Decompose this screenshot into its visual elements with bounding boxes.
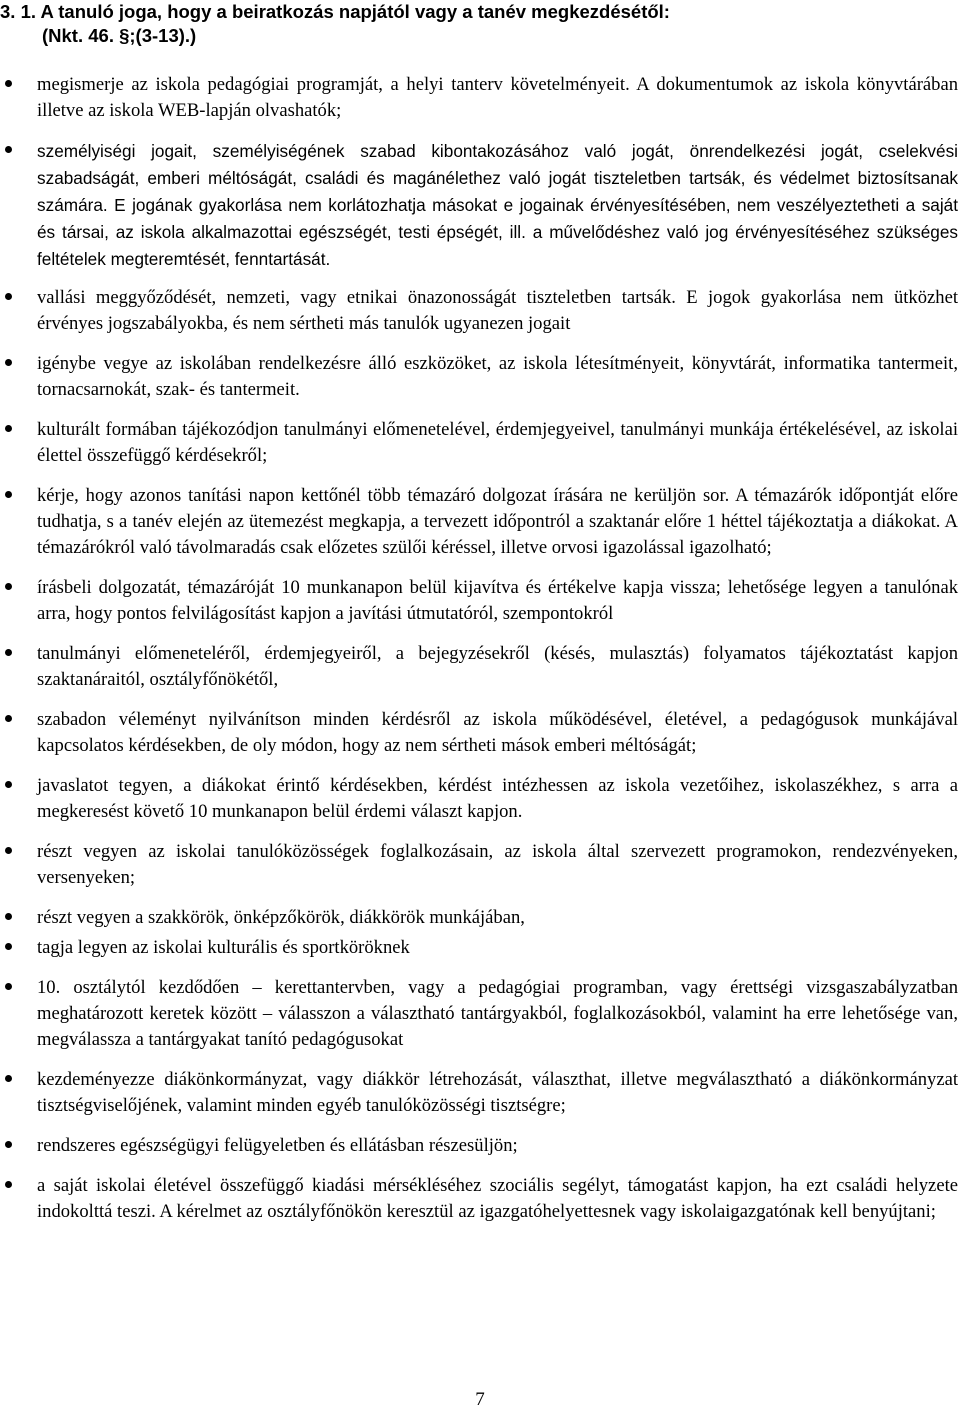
bullet-icon: [1, 72, 15, 98]
list-item-text: kezdeményezze diákönkormányzat, vagy diákkör létrehozását, választhat, illetve megválasztható a diákönkormányzat tisztségviselőjének, valamint minden egyéb tanulóközösségi tisztségre;: [37, 1069, 958, 1116]
list-item-text: személyiségi jogait, személyiségének szabad kibontakozásához való jogát, önrendelkezési jogát, cselekvési szabadságát, emberi méltóságát, családi és magánélethez való jogát tiszteletben tartsák, és védelmet biztosítsanak számára. E jogának gyakorlása nem korlátozhatja másokat e jogainak érvényesítésében, nem veszélyeztetheti a saját és társai, az iskola alkalmazottai egészségét, testi épségét, ill. a művelődéshez való jog érvényesítéséhez szükséges feltételek megteremtését, fenntartását.: [37, 141, 958, 269]
list-item-text: a saját iskolai életével összefüggő kiadási mérsékléséhez szociális segélyt, támogatást kapjon, ha ezt családi helyzete indokolttá teszi. A kérelmet az osztályfőnökön keresztül az igazgatóhelyettesnek vagy iskolaigazgatónak kell benyújtani;: [37, 1175, 958, 1222]
bullet-icon: [1, 1133, 15, 1159]
list-item: [0, 417, 960, 469]
list-item: [0, 905, 960, 931]
list-item: [0, 1173, 960, 1225]
list-item-text: részt vegyen az iskolai tanulóközösségek foglalkozásain, az iskola által szervezett programokon, rendezvényeken, versenyeken;: [37, 841, 958, 888]
bullet-icon: [1, 138, 15, 164]
list-item: [0, 138, 960, 273]
bullet-icon: [1, 641, 15, 667]
list-item: [0, 351, 960, 403]
list-item-text: szabadon véleményt nyilvánítson minden kérdésről az iskola működésével, életével, a pedagógusok munkájával kapcsolatos kérdésekben, de oly módon, hogy az nem sértheti mások emberi méltóságát;: [37, 709, 958, 756]
list-item-text: javaslatot tegyen, a diákokat érintő kérdésekben, kérdést intézhessen az iskola vezetőihez, iskolaszékhez, s arra a megkeresést követő 10 munkanapon belül érdemi választ kapjon.: [37, 775, 958, 822]
bullet-icon: [1, 905, 15, 931]
section-heading-reference: (Nkt. 46. §;(3-13).): [42, 25, 197, 46]
list-item-text: kérje, hogy azonos tanítási napon kettőnél több témazáró dolgozat írására ne kerüljön sor. A témazárók időpontját előre tudhatja, s a tanév elején az ütemezést megkapja, a tervezett időpontról a szaktanár előre 1 héttel tájékoztatja a diákokat. A témazárókról való távolmaradás csak előzetes szülői kéréssel, illetve orvosi igazolással igazolható;: [37, 485, 958, 558]
list-item: [0, 575, 960, 627]
list-item: [0, 641, 960, 693]
section-heading-title: 3. 1. A tanuló joga, hogy a beiratkozás napjától vagy a tanév megkezdésétől:: [0, 1, 670, 22]
bullet-icon: [1, 351, 15, 377]
list-item-text: tanulmányi előmeneteléről, érdemjegyeiről, a bejegyzésekről (késés, mulasztás) folyamatos tájékoztatást kapjon szaktanáraitól, osztályfőnökétől,: [37, 643, 958, 690]
page-number: 7: [475, 1389, 485, 1410]
list-item: [0, 285, 960, 337]
bullet-icon: [1, 975, 15, 1001]
bullet-icon: [1, 417, 15, 443]
list-item-text: kulturált formában tájékozódjon tanulmányi előmenetelével, érdemjegyeivel, tanulmányi munkája értékelésével, az iskolai élettel összefüggő kérdésekről;: [37, 419, 958, 466]
list-item-text: írásbeli dolgozatát, témazáróját 10 munkanapon belül kijavítva és értékelve kapja vissza; lehetősége legyen a tanulónak arra, hogy pontos felvilágosítást kapjon a javítási útmutatóról, szempontokról: [37, 577, 958, 624]
bullet-icon: [1, 935, 15, 961]
list-item: [0, 707, 960, 759]
section-heading: [0, 0, 940, 48]
bullet-icon: [1, 483, 15, 509]
list-item: [0, 483, 960, 561]
list-item-text: vallási meggyőződését, nemzeti, vagy etnikai önazonosságát tiszteletben tartsák. E jogok gyakorlása nem ütközhet érvényes jogszabályokba, és nem sértheti más tanulók ugyanezen jogait: [37, 287, 958, 334]
list-item: [0, 839, 960, 891]
list-item: [0, 1067, 960, 1119]
bullet-icon: [1, 839, 15, 865]
list-item-text: tagja legyen az iskolai kulturális és sportköröknek: [37, 937, 410, 958]
list-item-text: megismerje az iskola pedagógiai programját, a helyi tanterv követelményeit. A dokumentumok az iskola könyvtárában illetve az iskola WEB-lapján olvashatók;: [37, 74, 958, 121]
bullet-icon: [1, 1173, 15, 1199]
list-item: [0, 975, 960, 1053]
list-item: [0, 72, 960, 124]
rights-list: [0, 72, 960, 1225]
list-item-text: részt vegyen a szakkörök, önképzőkörök, diákkörök munkájában,: [37, 907, 525, 928]
list-item: [0, 773, 960, 825]
bullet-icon: [1, 773, 15, 799]
bullet-icon: [1, 1067, 15, 1093]
list-item-text: igénybe vegye az iskolában rendelkezésre álló eszközöket, az iskola létesítményeit, könyvtárát, informatika tantermeit, tornacsarnokát, szak- és tantermeit.: [37, 353, 958, 400]
bullet-icon: [1, 285, 15, 311]
list-item-text: 10. osztálytól kezdődően – kerettantervben, vagy a pedagógiai programban, vagy érettségi vizsgaszabályzatban meghatározott keretek között – válasszon a választható tantárgyakból, foglalkozásokból, valamint ha erre lehetősége van, megválassza a tantárgyakat tanító pedagógusokat: [37, 977, 958, 1050]
list-item-text: rendszeres egészségügyi felügyeletben és ellátásban részesüljön;: [37, 1135, 518, 1156]
list-item: [0, 1133, 960, 1159]
bullet-icon: [1, 575, 15, 601]
list-item: [0, 935, 960, 961]
bullet-icon: [1, 707, 15, 733]
